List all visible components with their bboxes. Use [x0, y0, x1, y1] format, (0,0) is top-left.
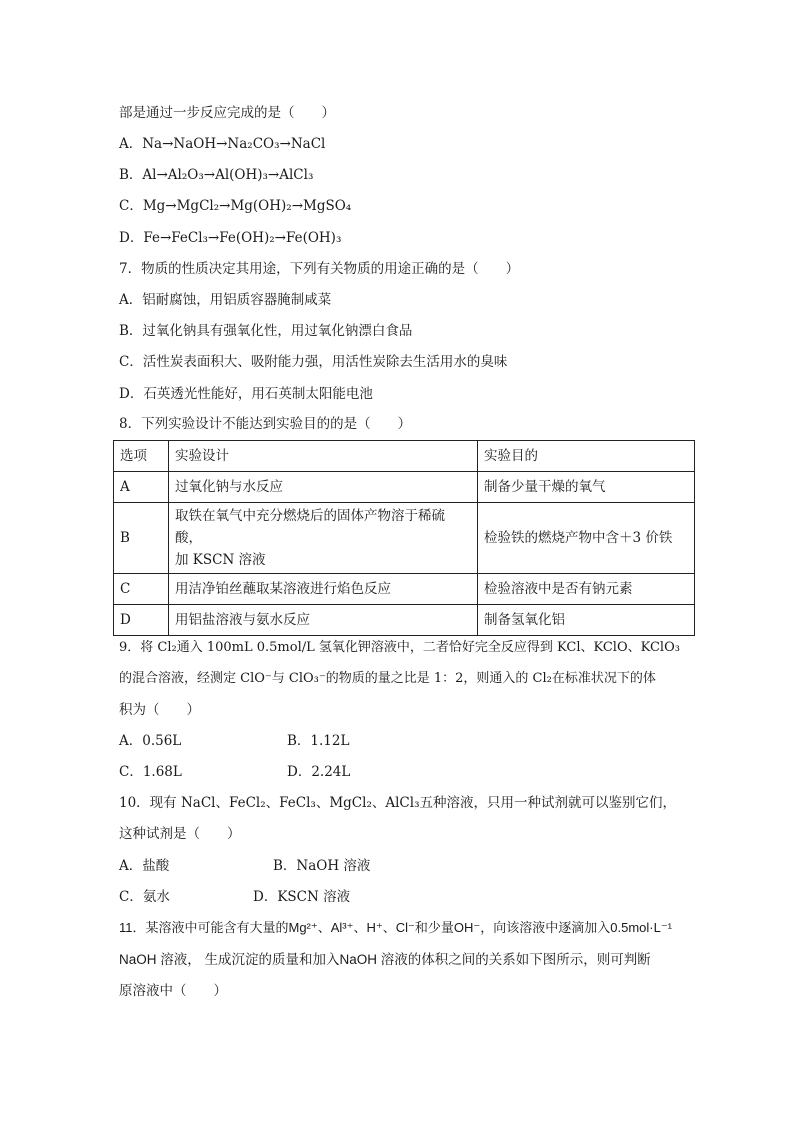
q6-stem: 部是通过一步反应完成的是（ ）	[119, 105, 335, 121]
table-cell-option: B	[114, 503, 169, 574]
table-cell-design: 过氧化钠与水反应	[169, 472, 478, 503]
q6-option-c: C．Mg→MgCl₂→Mg(OH)₂→MgSO₄	[119, 198, 352, 214]
q9-stem-line1: 9．将 Cl₂通入 100mL 0.5mol/L 氢氧化钾溶液中，二者恰好完全反应得到 KCl、KClO、KClO₃	[119, 640, 680, 655]
q7-option-a: A．铝耐腐蚀，用铝质容器腌制咸菜	[119, 292, 332, 308]
q7-option-b: B．过氧化钠具有强氧化性，用过氧化钠漂白食品	[119, 323, 413, 339]
q9-option-d: D．2.24L	[287, 764, 351, 780]
table-row	[114, 605, 695, 636]
table-cell-design: 用铝盐溶液与氨水反应	[169, 605, 478, 636]
q9-stem-line2: 的混合溶液，经测定 ClO⁻与 ClO₃⁻的物质的量之比是 1：2，则通入的 Cl₂在标准状况下的体	[119, 671, 656, 686]
table-cell-option: D	[114, 605, 169, 636]
q10-option-d: D．KSCN 溶液	[253, 889, 351, 905]
table-cell-purpose: 制备氢氧化铝	[478, 605, 695, 636]
table-cell-design: 用洁净铂丝蘸取某溶液进行焰色反应	[169, 574, 478, 605]
q10-option-b: B．NaOH 溶液	[273, 858, 371, 874]
q9-option-a: A．0.56L	[119, 733, 182, 749]
table-header-design: 实验设计	[169, 441, 478, 472]
q8-stem: 8．下列实验设计不能达到实验目的的是（ ）	[119, 416, 412, 432]
q10-option-a: A．盐酸	[119, 858, 170, 874]
q9-option-b: B．1.12L	[287, 733, 350, 749]
table-row	[114, 574, 695, 605]
table-cell-purpose: 检验溶液中是否有钠元素	[478, 574, 695, 605]
table-cell-purpose: 检验铁的燃烧产物中含＋3 价铁	[478, 503, 695, 574]
q11-stem-line2: NaOH 溶液， 生成沉淀的质量和加入NaOH 溶液的体积之间的关系如下图所示，则可判断	[119, 952, 651, 967]
table-cell-design	[169, 503, 478, 574]
q10-option-c: C．氨水	[119, 889, 170, 905]
q6-option-a: A．Na→NaOH→Na₂CO₃→NaCl	[119, 136, 326, 152]
q7-stem: 7．物质的性质决定其用途，下列有关物质的用途正确的是（ ）	[119, 261, 520, 277]
q10-stem-line2: 这种试剂是（ ）	[119, 826, 241, 842]
table-header-row	[114, 441, 695, 472]
q6-option-b: B．Al→Al₂O₃→Al(OH)₃→AlCl₃	[119, 167, 314, 183]
q6-option-d: D．Fe→FeCl₃→Fe(OH)₂→Fe(OH)₃	[119, 230, 342, 246]
q11-stem-line3: 原溶液中（ ）	[119, 983, 227, 998]
q8-table	[113, 440, 695, 636]
q7-option-d: D．石英透光性能好，用石英制太阳能电池	[119, 386, 373, 402]
table-header-purpose: 实验目的	[478, 441, 695, 472]
q11-stem-line1: 11．某溶液中可能含有大量的Mg²⁺、Al³⁺、H⁺、Cl⁻和少量OH⁻，向该溶液中逐滴加入0.5mol·L⁻¹	[119, 920, 673, 935]
table-cell-option: A	[114, 472, 169, 503]
table-cell-purpose: 制备少量干燥的氧气	[478, 472, 695, 503]
table-cell-option: C	[114, 574, 169, 605]
table-cell-design-line1: 取铁在氧气中充分燃烧后的固体产物溶于稀硫酸，	[175, 508, 445, 546]
table-cell-design-line2: 加 KSCN 溶液	[175, 552, 266, 568]
table-header-option: 选项	[114, 441, 169, 472]
q9-option-c: C．1.68L	[119, 764, 182, 780]
q10-stem-line1: 10．现有 NaCl、FeCl₂、FeCl₃、MgCl₂、AlCl₃五种溶液，只用一种试剂就可以鉴别它们，	[119, 795, 676, 811]
q7-option-c: C．活性炭表面积大、吸附能力强，用活性炭除去生活用水的臭味	[119, 354, 508, 370]
table-row	[114, 503, 695, 574]
q9-stem-line3: 积为（ ）	[119, 702, 200, 718]
table-row	[114, 472, 695, 503]
